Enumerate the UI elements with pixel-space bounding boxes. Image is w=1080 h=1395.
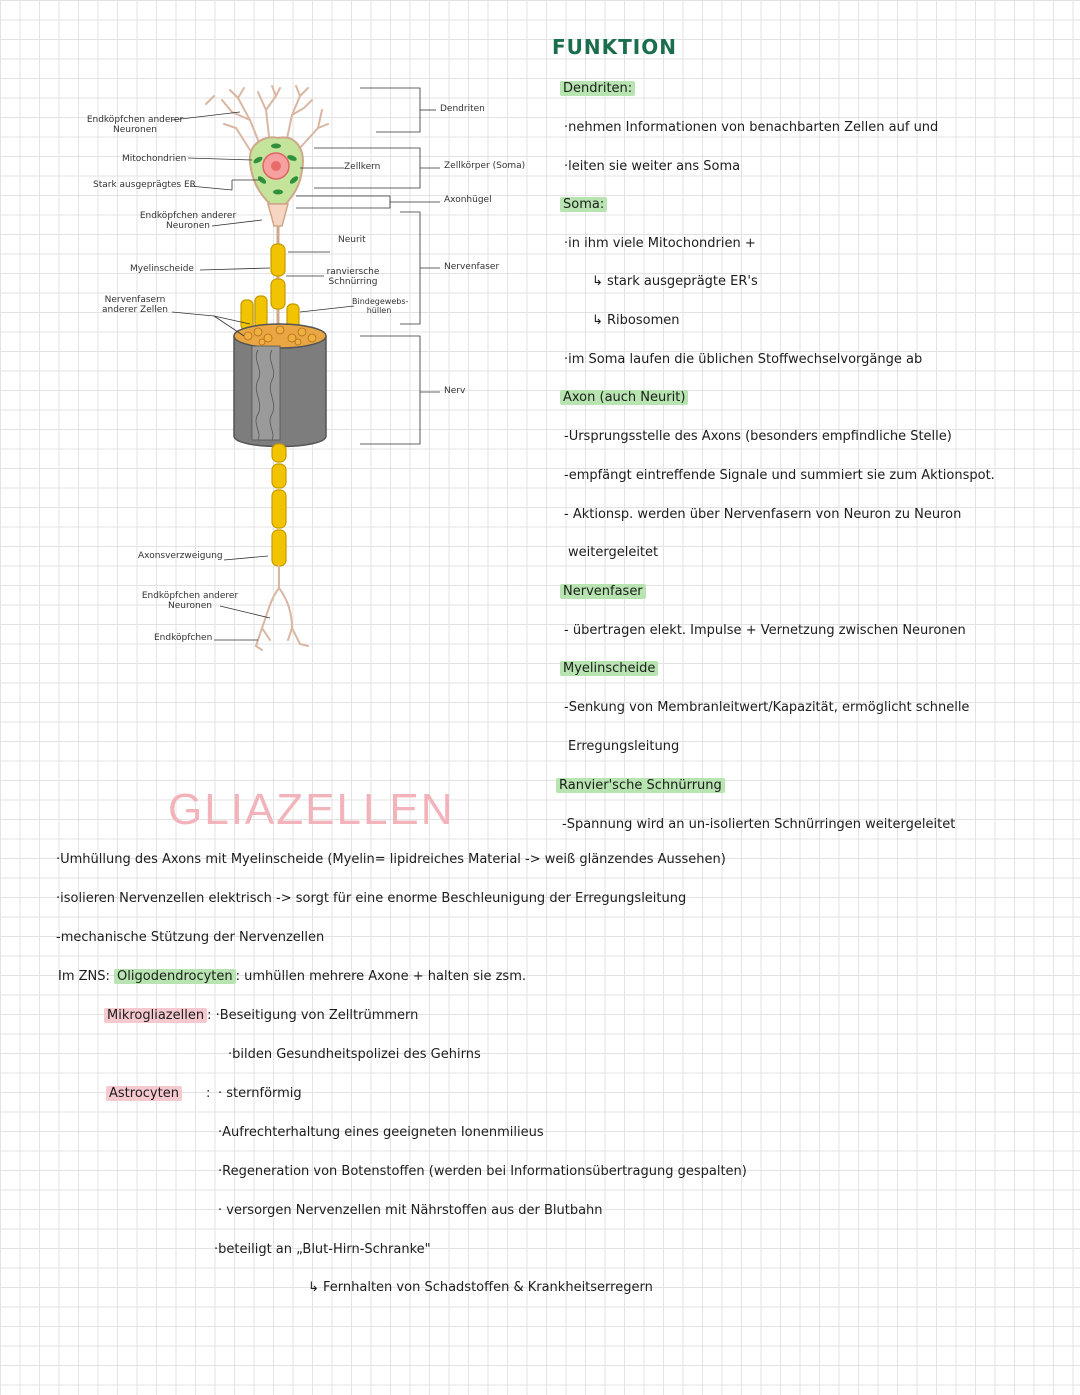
astrocyten-colon: :: [206, 1086, 211, 1101]
glia-line-2: ·isolieren Nervenzellen elektrisch -> sorgt für eine enorme Beschleunigung der Erregungsleitung: [56, 891, 687, 906]
label-axonhuegel: Axonhügel: [444, 195, 492, 205]
label-myelinscheide: Myelinscheide: [130, 264, 194, 274]
astrocyten-line-5: ·beteiligt an „Blut-Hirn-Schranke": [214, 1242, 431, 1257]
soma-line-2: ↳ stark ausgeprägte ER's: [592, 274, 758, 289]
nervenfaser-line-1: - übertragen elekt. Impulse + Vernetzung zwischen Neuronen: [564, 623, 966, 638]
axon-heading: Axon (auch Neurit): [560, 390, 688, 405]
label-dendriten: Dendriten: [440, 104, 485, 114]
label-nervenfaser: Nervenfaser: [444, 262, 500, 272]
zns-prefix: Im ZNS:: [58, 969, 110, 984]
label-axonsverzweigung: Axonsverzweigung: [138, 551, 223, 561]
funktion-title: FUNKTION: [552, 35, 677, 59]
soma: [250, 137, 303, 204]
myelin-segments-top: [241, 244, 299, 330]
label-endkoepfchen-2: Endköpfchen anderer Neuronen: [139, 211, 237, 231]
mikroglia-desc-1: : ·Beseitigung von Zelltrümmern: [207, 1008, 419, 1023]
label-endkoepfchen-3: Endköpfchen anderer Neuronen: [141, 591, 239, 611]
myelinscheide-heading: Myelinscheide: [560, 661, 658, 676]
label-ranvier: ranviersche Schnürring: [326, 267, 380, 287]
label-zellkoerper: Zellkörper (Soma): [444, 161, 526, 171]
myelin-segments-bottom: [272, 444, 286, 566]
soma-line-3: ↳ Ribosomen: [592, 313, 680, 328]
label-nervenfasern-anderer: Nervenfasern anderer Zellen: [101, 295, 168, 315]
dendriten-heading: Dendriten:: [560, 81, 635, 96]
axon-line-2: -empfängt eintreffende Signale und summiert sie zum Aktionspot.: [564, 468, 995, 483]
gliazellen-title: GLIAZELLEN: [168, 785, 455, 834]
oligodendrocyten-term: Oligodendrocyten: [114, 969, 236, 984]
astrocyten-line-2: ·Aufrechterhaltung eines geeigneten Ionenmilieus: [218, 1125, 544, 1140]
axon-line-1: -Ursprungsstelle des Axons (besonders empfindliche Stelle): [564, 429, 952, 444]
glia-line-4: [58, 970, 526, 984]
nervenfaser-heading: Nervenfaser: [560, 584, 646, 599]
nerve-bundle: [234, 324, 326, 447]
glia-line-1: ·Umhüllung des Axons mit Myelinscheide (Myelin= lipidreiches Material -> weiß glänzendes Aussehen): [56, 852, 726, 867]
ranvier-line-1: -Spannung wird an un-isolierten Schnürringen weitergeleitet: [562, 817, 956, 832]
label-mitochondrien: Mitochondrien: [122, 154, 187, 164]
label-nerv: Nerv: [444, 386, 466, 396]
axon-line-4: weitergeleitet: [568, 545, 659, 560]
dendriten-line-2: ·leiten sie weiter ans Soma: [564, 159, 741, 174]
soma-line-1: ·in ihm viele Mitochondrien +: [564, 236, 756, 251]
label-bindegewebe: Bindegewebs-hüllen: [352, 297, 409, 315]
astrocyten-line-3: ·Regeneration von Botenstoffen (werden bei Informationsübertragung gespalten): [218, 1164, 747, 1179]
soma-heading: Soma:: [560, 197, 607, 212]
dendriten-line-1: ·nehmen Informationen von benachbarten Zellen auf und: [564, 120, 939, 135]
label-er: Stark ausgeprägtes ER: [93, 180, 196, 190]
label-neurit: Neurit: [338, 235, 366, 245]
astrocyten-line-6: ↳ Fernhalten von Schadstoffen & Krankheitserregern: [308, 1280, 653, 1295]
label-zellkern: Zellkern: [344, 162, 381, 172]
ranvier-heading: Ranvier'sche Schnürrung: [556, 778, 725, 793]
label-endkoepfchen-4: Endköpfchen: [154, 633, 213, 643]
astrocyten-line-1: · sternförmig: [218, 1086, 302, 1101]
mikrogliazellen-term: Mikrogliazellen: [104, 1008, 207, 1023]
axon-line-3: - Aktionsp. werden über Nervenfasern von Neuron zu Neuron: [564, 507, 962, 522]
axon-terminals: [256, 566, 308, 650]
oligodendrocyten-desc: : umhüllen mehrere Axone + halten sie zsm.: [235, 969, 527, 984]
glia-line-3: -mechanische Stützung der Nervenzellen: [56, 930, 325, 945]
mikroglia-line-2: ·bilden Gesundheitspolizei des Gehirns: [228, 1047, 481, 1062]
axon-hillock: [268, 204, 288, 226]
myelinscheide-line-2: Erregungsleitung: [568, 739, 680, 754]
myelinscheide-line-1: -Senkung von Membranleitwert/Kapazität, ermöglicht schnelle: [564, 700, 970, 715]
mikroglia-line-1: [104, 1009, 418, 1023]
soma-line-4: ·im Soma laufen die üblichen Stoffwechselvorgänge ab: [564, 352, 923, 367]
astrocyten-line-4: · versorgen Nervenzellen mit Nährstoffen aus der Blutbahn: [218, 1203, 603, 1218]
astrocyten-term: Astrocyten: [106, 1086, 182, 1101]
label-endkoepfchen-1: Endköpfchen anderer Neuronen: [86, 115, 184, 135]
